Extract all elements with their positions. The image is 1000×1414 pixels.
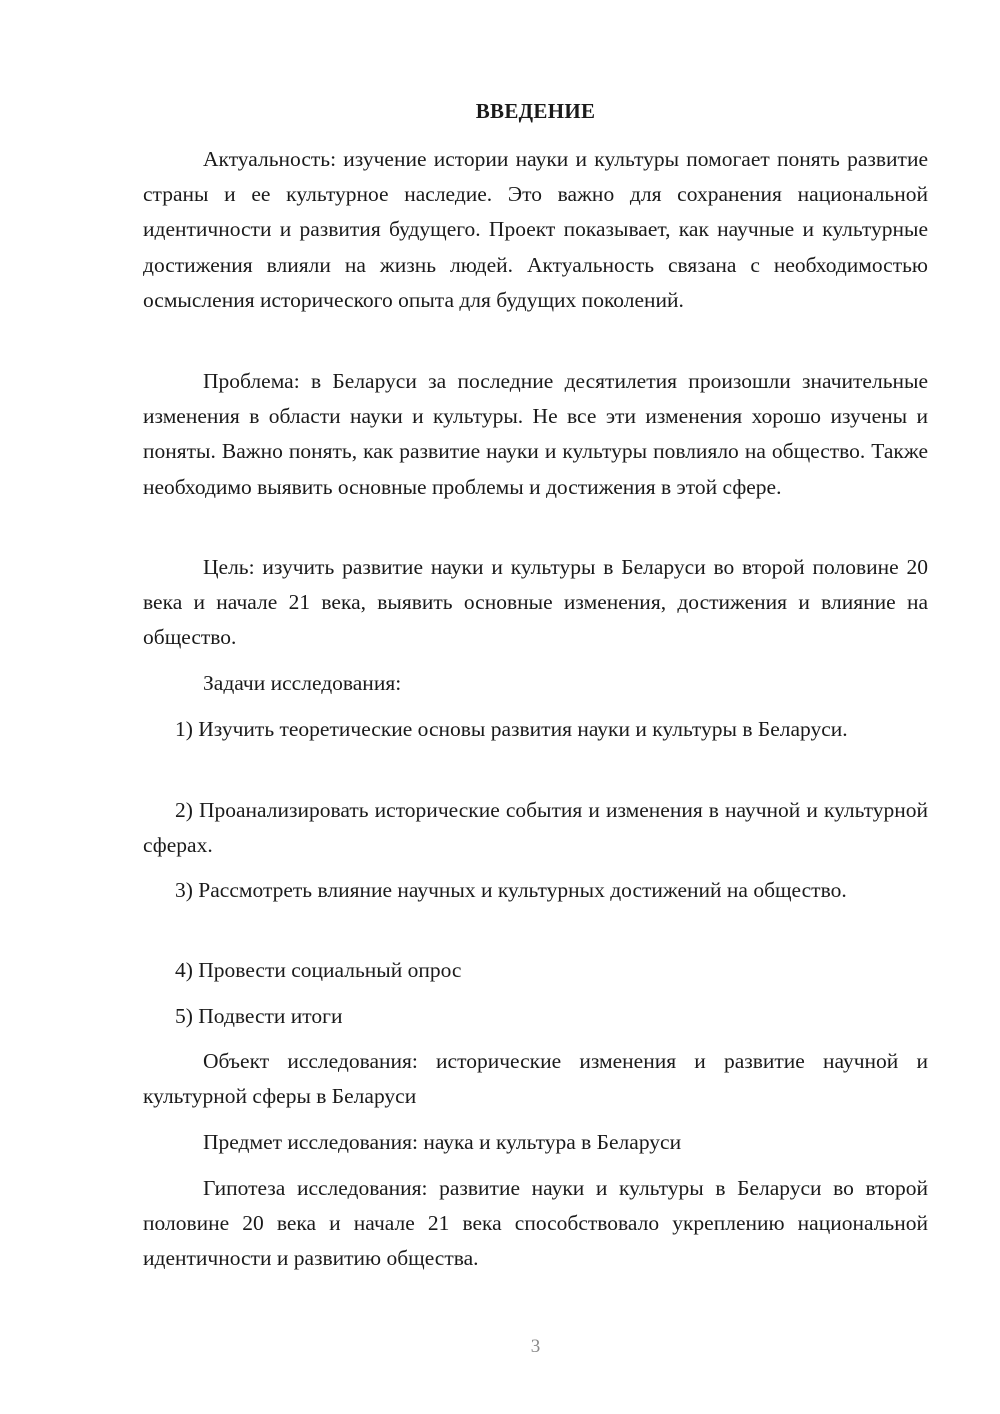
task-item: 4) Провести социальный опрос xyxy=(175,958,462,982)
tasks-heading: Задачи исследования: xyxy=(203,671,402,695)
task-item: 5) Подвести итоги xyxy=(175,1004,343,1028)
goal-paragraph: Цель: изучить развитие науки и культуры в Беларуси во второй половине 20 века и начале 21 века, выявить основные изменения, достижения и влияние на общество. xyxy=(143,555,928,650)
hypothesis-paragraph: Гипотеза исследования: развитие науки и культуры в Беларуси во второй половине 20 века и начале 21 века способствовало укреплению национальной идентичности и развитию общества. xyxy=(143,1176,928,1271)
task-item: 2) Проанализировать исторические события и изменения в научной и культурной сферах. xyxy=(143,798,928,858)
task-item: 3) Рассмотреть влияние научных и культурных достижений на общество. xyxy=(175,878,847,902)
section-title: ВВЕДЕНИЕ xyxy=(475,99,596,123)
task-item: 1) Изучить теоретические основы развития науки и культуры в Беларуси. xyxy=(175,717,848,741)
problem-paragraph: Проблема: в Беларуси за последние десятилетия произошли значительные изменения в области науки и культуры. Не все эти изменения хорошо изучены и поняты. Важно понять, как развитие науки и культуры повлияло на общество. Также необходимо выявить основные проблемы и достижения в этой сфере. xyxy=(143,369,928,499)
page-number: 3 xyxy=(530,1336,541,1357)
relevance-paragraph: Актуальность: изучение истории науки и культуры помогает понять развитие страны и ее культурное наследие. Это важно для сохранения национальной идентичности и развития будущего. Проект показывает, как научные и культурные достижения влияли на жизнь людей. Актуальность связана с необходимостью осмысления исторического опыта для будущих поколений. xyxy=(143,147,928,312)
subject-paragraph: Предмет исследования: наука и культура в Беларуси xyxy=(203,1130,682,1154)
object-paragraph: Объект исследования: исторические изменения и развитие научной и культурной сферы в Беларуси xyxy=(143,1049,928,1109)
